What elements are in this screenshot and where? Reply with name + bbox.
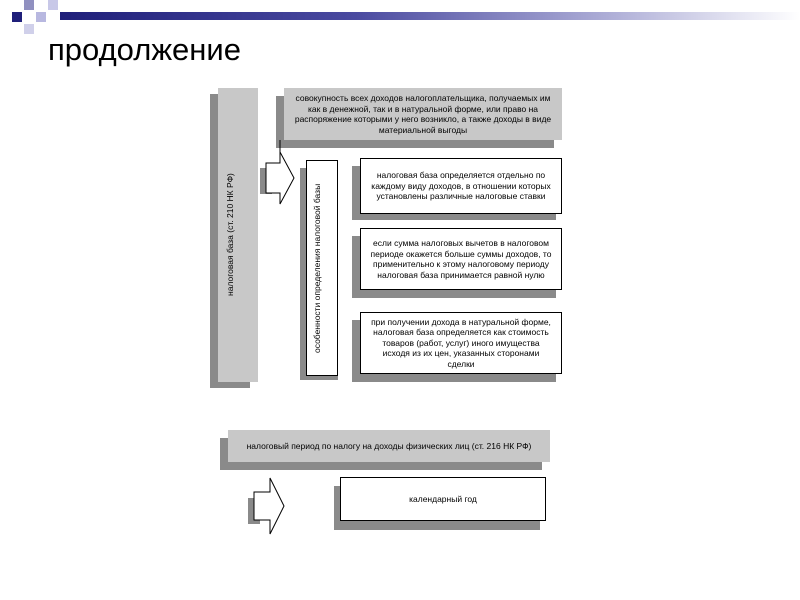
slide-title: продолжение (48, 32, 241, 67)
tax-period-box (228, 430, 550, 462)
feature-text: при получении дохода в натуральной форме, налоговая база определяется как стоимость товаров (работ, услуг) иного имущества исходя из их цен, указанных сторонами сделки (371, 316, 551, 369)
tax-base-box (218, 88, 258, 382)
connector-arrow-bottom (246, 474, 286, 534)
tax-period-value-box (340, 477, 546, 521)
income-definition-box (284, 88, 562, 140)
decor-square (36, 12, 46, 22)
features-label-box (306, 160, 338, 376)
feature-box (360, 312, 562, 374)
tax-base-label: налоговая база (ст. 210 НК РФ) (225, 173, 235, 297)
decor-square (24, 0, 34, 10)
income-definition-text: совокупность всех доходов налогоплательщика, получаемых им как в денежной, так и в натуральной форме, или право на распоряжение которыми у него возникло, а также доходы в виде материальной выгоды (294, 93, 552, 135)
header-gradient-bar (60, 12, 800, 20)
tax-period-value: календарный год (409, 493, 477, 504)
decor-square (24, 24, 34, 34)
tax-period-label: налоговый период по налогу на доходы физических лиц (ст. 216 НК РФ) (246, 440, 532, 451)
feature-box (360, 158, 562, 214)
features-label: особенности определения налоговой базы (312, 183, 322, 353)
feature-box (360, 228, 562, 290)
feature-text: налоговая база определяется отдельно по каждому виду доходов, в отношении которых установлены различные налоговые ставки (371, 170, 551, 202)
header-decoration (0, 0, 800, 16)
decor-square (12, 12, 22, 22)
connector-arrow-top (258, 138, 298, 198)
feature-text: если сумма налоговых вычетов в налоговом периоде окажется больше суммы доходов, то применительно к этому налоговому периоду налоговая база принимается равной нулю (370, 238, 552, 280)
decor-square (48, 0, 58, 10)
